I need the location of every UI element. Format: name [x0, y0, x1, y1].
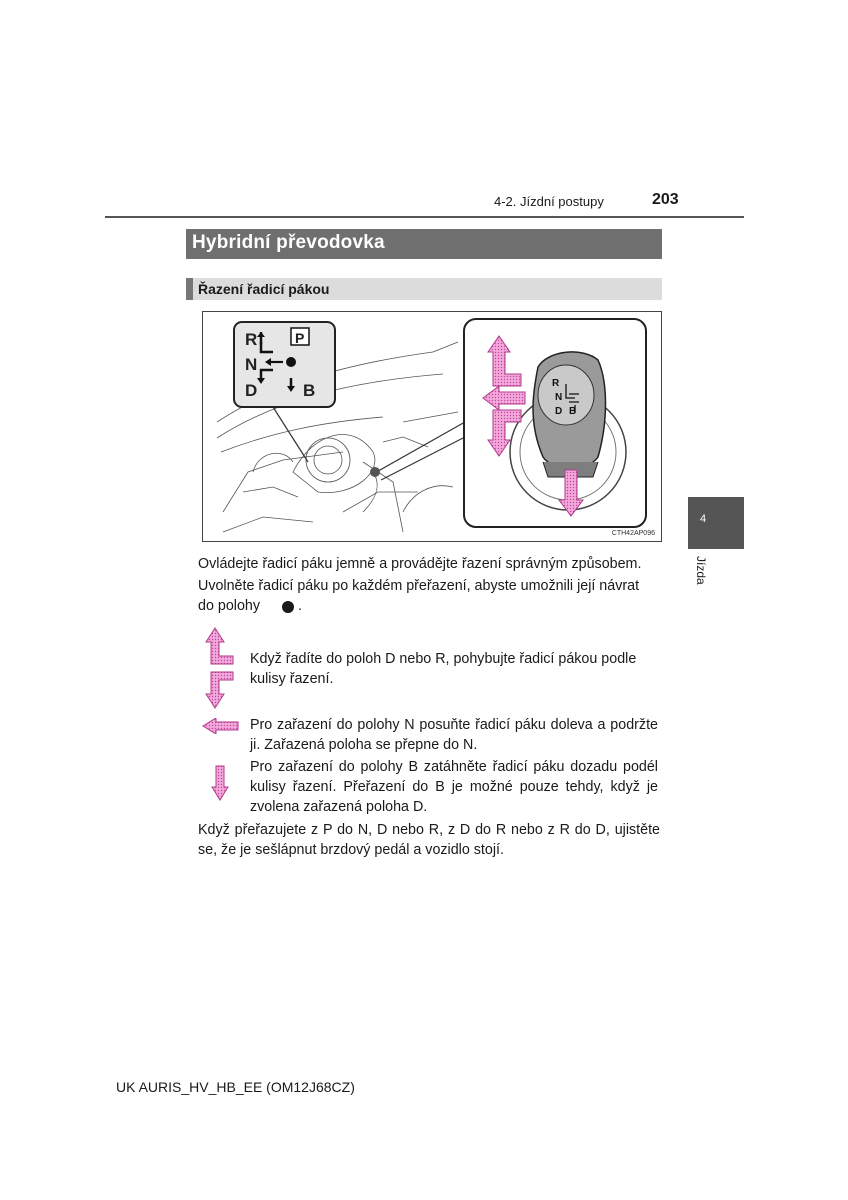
paragraph-2-end: .	[298, 598, 302, 614]
gate-label-r: R	[245, 330, 258, 349]
knob-label-b: B	[569, 406, 577, 417]
figure-code: CTH42AP096	[611, 530, 655, 537]
instruction-b: Pro zařazení do polohy B zatáhněte řadicí páku dozadu podél kulisy řazení. Přeřazení do B je možné pouze tehdy, když je zvolena zařazená poloha D.	[250, 759, 658, 815]
instruction-n: Pro zařazení do polohy N posuňte řadicí páku doleva a podržte ji. Zařazená poloha se přepne do N.	[250, 717, 658, 753]
chapter-tab	[688, 497, 744, 549]
footer-code: UK AURIS_HV_HB_EE (OM12J68CZ)	[116, 1079, 355, 1095]
gate-label-b: B	[303, 381, 316, 400]
subsection-title-bar	[186, 278, 662, 300]
gate-callout-line	[273, 407, 308, 462]
down-arrow-icon	[211, 765, 229, 801]
subsection-accent	[186, 278, 193, 300]
up-down-arrows-icon	[205, 626, 237, 710]
knob-label-d: D	[555, 406, 563, 417]
chapter-number: 4	[700, 513, 707, 525]
shift-knob-small	[370, 467, 380, 477]
paragraph-2	[198, 576, 660, 616]
paragraph-2-line1: Uvolněte řadicí páku po každém přeřazení, abyste umožnili její návrat	[198, 578, 640, 594]
neutral-dot-icon	[282, 601, 294, 613]
instruction-d-r: Když řadíte do poloh D nebo R, pohybujte řadicí pákou podle kulisy řazení.	[250, 651, 637, 687]
gate-label-p: P	[295, 330, 305, 346]
gate-label-n: N	[245, 355, 258, 374]
header-rule	[105, 216, 744, 218]
section-title-bar	[186, 229, 662, 259]
paragraph-3: Když přeřazujete z P do N, D nebo R, z D do R nebo z R do D, ujistěte se, že je sešlápnut brzdový pedál a vozidlo stojí.	[198, 822, 660, 858]
knob-label-n: N	[555, 392, 563, 403]
chapter-label-container	[694, 556, 714, 596]
paragraph-1: Ovládejte řadicí páku jemně a provádějte řazení správným způsobem.	[198, 556, 642, 572]
knob-callout-line-2	[381, 437, 465, 480]
chapter-label: Jízda	[694, 556, 708, 585]
shift-lever-figure	[202, 311, 662, 542]
paragraph-2-line2: do polohy	[198, 598, 261, 614]
page-number: 203	[652, 191, 679, 208]
subsection-title: Řazení řadicí pákou	[198, 281, 330, 297]
knob-label-r: R	[552, 378, 560, 389]
knob-callout-line-1	[373, 422, 465, 474]
left-arrow-icon	[202, 718, 240, 734]
section-header: 4-2. Jízdní postupy	[494, 194, 604, 209]
gate-label-d: D	[245, 381, 258, 400]
section-title: Hybridní převodovka	[192, 232, 385, 253]
figure-illustration	[203, 312, 663, 543]
